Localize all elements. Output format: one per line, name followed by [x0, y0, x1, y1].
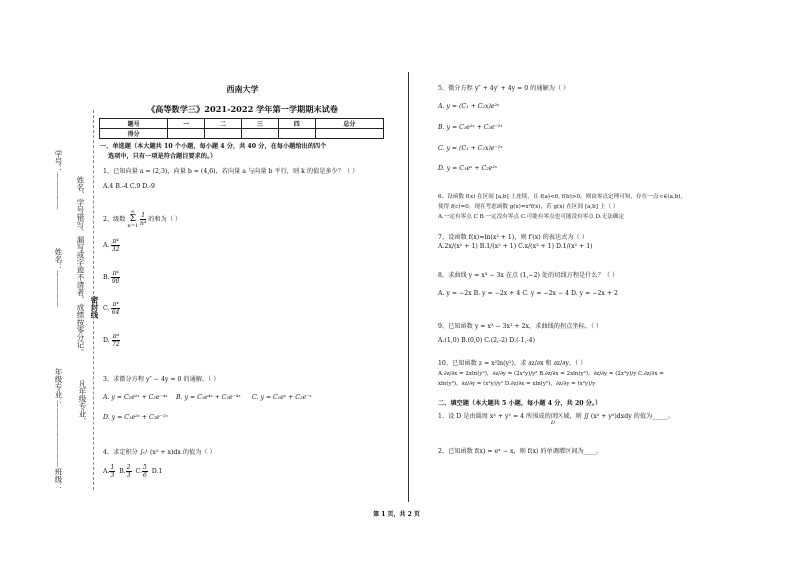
table-cell: 题号: [100, 119, 168, 129]
name-line: —————: [54, 270, 63, 308]
question-6-line-2: 使得 f(c)=0。现在考虑函数 g(x)=x²f(x)，若 g(x) 在区间 [a,b] 上（ ）: [438, 204, 619, 210]
question-2-option-c: [103, 301, 120, 316]
question-2-option-a: [103, 238, 120, 253]
score-table-score-row: [100, 129, 384, 139]
fraction-denominator: 72: [112, 341, 120, 348]
option-fraction: [112, 333, 120, 348]
fraction-denominator: 90: [111, 278, 120, 285]
page-footer: 第 1 页，共 2 页: [373, 511, 420, 518]
question-5-option-a: A. y = (C₁ + C₂x)e²ˣ: [438, 103, 500, 110]
question-5-option-b: B. y = C₁e²ˣ + C₂e⁻²ˣ: [438, 124, 503, 131]
fraction-numerator: π⁴: [112, 238, 119, 245]
option-label: A.: [103, 242, 110, 249]
option-fraction: [111, 270, 119, 285]
section1-heading-b: 选项中，只有一项是符合题目要求的。）: [108, 153, 217, 160]
student-id-line: —————: [54, 172, 63, 210]
seal-dashed-line: [93, 110, 94, 490]
fraction-numerator: 2: [126, 464, 131, 471]
option-label: C.: [135, 468, 142, 475]
question-3: 3、求微分方程 y″ − 4y = 0 的通解。（ ）: [103, 376, 220, 383]
grade-major-line: —————————: [54, 400, 63, 468]
series-term: [140, 212, 146, 227]
score-input-cell[interactable]: [315, 129, 383, 139]
school-name: 西南大学: [226, 84, 259, 94]
question-2-stem: 2、级数: [103, 216, 126, 223]
table-cell: 二: [205, 119, 242, 129]
question-7: 7、设函数 f(x)=ln(x² + 1)，则 f′(x) 的表达式为（ ）: [438, 234, 588, 241]
question-6-line-1: 6、设函数 f(x) 在区间 [a,b] 上连续，且 f(a)<0, f(b)>0，则由零点定理可知，存在一点 c∈(a,b),: [438, 194, 683, 200]
option-label: D.: [103, 337, 110, 344]
class-label: 班级：: [54, 468, 63, 491]
table-cell: 四: [278, 119, 315, 129]
question-8: 8、求曲线 y = x³ − 3x 在点 (1,−2) 处的切线方程是什么？（ ）: [438, 272, 619, 279]
question-1-options: A.4 B.-4 C.9 D.-9: [103, 183, 155, 190]
binding-notice-2: 凡年级专业、: [78, 380, 87, 425]
option-label: B.: [119, 468, 126, 475]
question-6-options: A.一定有零点 C B.一定没有零点 C.可能有零点也可能没有零点 D.无法确定: [438, 214, 625, 220]
question-3-option-d: D. y = C₁e²ˣ + C₂e⁻²ˣ: [103, 414, 168, 421]
fraction-denominator: 6: [142, 472, 147, 479]
score-table-header-row: [100, 119, 384, 129]
option-fraction: [109, 464, 115, 479]
question-2-tail: 的和为（ ）: [148, 216, 182, 223]
fraction-numerator: 5: [142, 464, 147, 471]
student-id-label: 学号：: [54, 150, 63, 173]
question-4: 4、求定积分 ∫₀¹ (x² + x)dx 的值为（ ）: [103, 449, 216, 456]
sum-upper: ∞: [130, 209, 135, 215]
fraction-denominator: 32: [111, 246, 120, 253]
score-table: [99, 118, 384, 139]
question-7-options: A.2x/(x² + 1) B.1/(x² + 1) C.x/(x² + 1) D.1/(x² + 1): [438, 243, 593, 250]
question-10: 10、已知函数 z = x²ln(y²)，求 ∂z/∂x 和 ∂z/∂y。（ ）: [438, 360, 587, 367]
section2-heading: 二、填空题（本大题共 5 小题，每小题 4 分，共 20 分。）: [438, 400, 602, 407]
question-5: 5、微分方程 y″ + 4y′ + 4y = 0 的通解为（ ）: [438, 85, 570, 92]
fill-question-1: 1、设 D 是由圆周 x² + y² = 4 所围成的闭区域，则 ∬ (x² + y²)dxdy 的值为_____。: [438, 413, 674, 420]
sigma-icon: Σ: [129, 214, 136, 224]
score-input-cell[interactable]: [278, 129, 315, 139]
term-numerator: 1: [141, 212, 146, 219]
fraction-denominator: 3: [126, 472, 131, 479]
question-10-options-line-2: xln(y²)，∂z/∂y = (x²y)/y² D.∂z/∂x = xln(y²)，∂z/∂y = (x²y)/y: [438, 381, 596, 387]
sum-symbol: [127, 210, 138, 229]
fraction-numerator: 1: [110, 464, 115, 471]
question-9: 9、已知函数 y = x³ − 3x² + 2x，求曲线的拐点坐标。（ ）: [438, 323, 603, 330]
term-denominator: n⁴: [140, 220, 147, 227]
fraction-denominator: 3: [110, 472, 115, 479]
column-divider: [408, 72, 409, 502]
sum-lower: n=1: [127, 223, 139, 229]
fill-question-2: 2、已知函数 f(x) = eˣ − x，则 f(x) 的单调增区间为____。: [438, 448, 603, 455]
question-9-options: A.(1,0) B.(0,0) C.(2,-2) D.(-1,-4): [438, 337, 535, 344]
fraction-numerator: π⁴: [112, 333, 120, 340]
question-5-option-d: D. y = C₁eˣ + C₂e²ˣ: [438, 165, 498, 172]
question-2-option-b: [103, 270, 120, 285]
question-3-option-a: A. y = C₁e²ˣ + C₂e⁻⁴ˣ: [103, 394, 168, 401]
question-3-option-b: B. y = C₁e⁴ˣ + C₂e⁻⁴ˣ: [176, 394, 241, 401]
question-2-option-d: [103, 333, 120, 348]
option-label: A.: [103, 468, 110, 475]
option-fraction: [142, 464, 148, 479]
question-1: 1、已知向量 a = (2,3)，向量 b = (4,6)，若向量 a 与向量 b 平行，则 k 的值是多少？（ ）: [103, 168, 359, 175]
section1-heading-a: 一、单选题（本大题共 10 个小题，每小题 4 分，共 40 分，在每小题给出的四个: [100, 143, 327, 150]
table-cell: 得分: [100, 129, 168, 139]
score-input-cell[interactable]: [168, 129, 205, 139]
binding-notice-1: 姓名、学号错写、漏写或字迹不清者，成绩按零分记。: [76, 176, 85, 356]
seal-line-label: 密封线: [90, 296, 99, 319]
fill-question-1-region: D: [551, 420, 556, 426]
score-input-cell[interactable]: [205, 129, 242, 139]
table-cell: 三: [241, 119, 278, 129]
question-5-option-c: C. y = (C₁ + C₂x)e⁻²ˣ: [438, 145, 503, 152]
question-4-options: [103, 464, 162, 479]
score-input-cell[interactable]: [241, 129, 278, 139]
exam-title: 《高等数学三》2021-2022 学年第一学期期末试卷: [146, 104, 338, 114]
fraction-denominator: 64: [111, 309, 120, 316]
option-label: C.: [103, 305, 110, 312]
option-label: B.: [103, 274, 110, 281]
option-fraction: [111, 301, 119, 316]
table-cell: 总分: [315, 119, 383, 129]
table-cell: 一: [168, 119, 205, 129]
question-8-options: A. y = −2x B. y = −2x + 4 C. y = −2x − 4 D. y = −2x + 2: [438, 290, 618, 297]
fraction-numerator: π⁴: [112, 301, 119, 308]
fraction-numerator: π⁴: [112, 270, 119, 277]
question-10-options-line-1: A.∂z/∂x = 2xln(y²)，∂z/∂y = (2x²y)/y² B.∂z/∂x = 2xln(y²)，∂z/∂y = (2x²y)/y C.∂z/∂x =: [438, 371, 664, 377]
grade-major-label: 年级专业：: [54, 368, 63, 406]
option-d: D.1: [151, 468, 163, 475]
name-label: 姓名：: [54, 248, 63, 271]
option-fraction: [111, 238, 119, 253]
option-fraction: [126, 464, 132, 479]
question-3-option-c: C. y = C₁eˣ + C₂e⁻ˣ: [252, 394, 312, 401]
question-2: [103, 210, 181, 229]
